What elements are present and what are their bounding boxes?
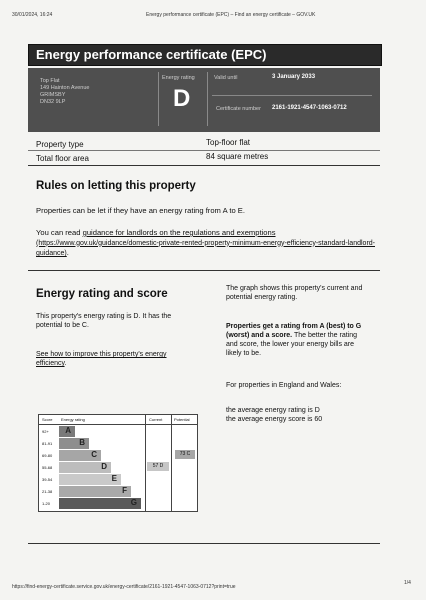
energy-rating-letter: D bbox=[173, 85, 191, 112]
band-g: G bbox=[59, 498, 141, 509]
letting-paragraph: Properties can be let if they have an energy rating from A to E. bbox=[36, 206, 245, 215]
band-range: 69-80 bbox=[42, 453, 53, 458]
band-range: 92+ bbox=[42, 429, 49, 434]
band-c: C bbox=[59, 450, 101, 461]
property-type-label: Property type bbox=[36, 140, 84, 149]
address-line: Top Flat bbox=[40, 78, 60, 84]
print-datetime: 30/01/2024, 16:24 bbox=[12, 12, 53, 18]
guidance-url-end[interactable]: guidance) bbox=[36, 250, 67, 257]
graph-potential-header: Potential bbox=[174, 417, 190, 422]
print-page-title: Energy performance certificate (EPC) – Find an energy certificate – GOV.UK bbox=[146, 12, 316, 18]
divider bbox=[212, 95, 372, 96]
current-rating-marker: 57 D bbox=[147, 462, 169, 471]
energy-rating-graph bbox=[38, 414, 198, 512]
address-line: GRIMSBY bbox=[40, 92, 66, 98]
band-range: 81-91 bbox=[42, 441, 53, 446]
band-a: A bbox=[59, 426, 75, 437]
band-range: 21-38 bbox=[42, 489, 53, 494]
address bbox=[40, 78, 89, 106]
print-url: https://find-energy-certificate.service.gov.uk/energy-certificate/2161-1921-4547-1063-0712?print=true bbox=[12, 584, 236, 590]
address-line: DN32 9LP bbox=[40, 99, 66, 105]
guidance-url[interactable]: (https://www.gov.uk/guidance/domestic-private-rented-property-minimum-energy-efficiency-standard-landlord- bbox=[36, 239, 375, 247]
valid-until-value: 3 January 2033 bbox=[272, 74, 316, 80]
energy-heading: Energy rating and score bbox=[36, 288, 168, 300]
energy-paragraph: This property's energy rating is D. It has the potential to be C. bbox=[36, 313, 172, 329]
band-f: F bbox=[59, 486, 131, 497]
band-range: 39-54 bbox=[42, 477, 53, 482]
graph-score-header: Score bbox=[42, 417, 53, 422]
potential-rating-marker: 73 C bbox=[175, 450, 195, 459]
graph-current-header: Current bbox=[149, 417, 163, 422]
guidance-link[interactable]: guidance for landlords on the regulations and exemptions bbox=[82, 228, 276, 237]
print-page-number: 1/4 bbox=[404, 580, 411, 586]
divider bbox=[28, 543, 380, 544]
improve-link[interactable]: See how to improve this property's energy bbox=[36, 351, 167, 358]
floor-area-label: Total floor area bbox=[36, 154, 89, 163]
page-title: Energy performance certificate (EPC) bbox=[36, 47, 267, 62]
band-range: 55-68 bbox=[42, 465, 53, 470]
address-line: 149 Hainton Avenue bbox=[40, 85, 90, 91]
england-wales-text: For properties in England and Wales: bbox=[226, 382, 342, 389]
graph-header-line bbox=[39, 424, 197, 425]
divider bbox=[28, 165, 380, 166]
divider bbox=[28, 150, 380, 151]
floor-area-value: 84 square metres bbox=[206, 152, 269, 161]
graph-divider bbox=[145, 415, 146, 511]
property-type-value: Top-floor flat bbox=[206, 138, 251, 147]
graph-energy-header: Energy rating bbox=[61, 417, 85, 422]
energy-rating-label: Energy rating bbox=[162, 75, 195, 81]
certificate-number-label: Certificate number bbox=[216, 106, 261, 112]
valid-until-label: Valid until bbox=[214, 75, 238, 81]
band-e: E bbox=[59, 474, 121, 485]
band-b: B bbox=[59, 438, 89, 449]
rating-explanation: Properties get a rating from A (best) to G (worst) and a score. The better the rating and score, the lower your energy bills are likely to be. bbox=[226, 323, 362, 357]
letting-heading: Rules on letting this property bbox=[36, 180, 196, 192]
average-stats: the average energy rating is D the average energy score is 60 bbox=[226, 407, 323, 423]
improve-link-end[interactable]: efficiency bbox=[36, 360, 65, 367]
divider bbox=[28, 270, 380, 271]
band-range: 1-20 bbox=[42, 501, 51, 506]
improve-link-block: See how to improve this property's energy efficiency. bbox=[36, 350, 216, 368]
letting-guidance: You can read guidance for landlords on the regulations and exemptions (https://www.gov.uk/guidance/domestic-private-rented-property-minimum-energy-efficiency-standard-landlord- guidance). bbox=[36, 228, 375, 257]
graph-divider bbox=[171, 415, 172, 511]
certificate-number-value: 2161-1921-4547-1063-0712 bbox=[272, 105, 347, 111]
graph-explanation: The graph shows this property's current and potential energy rating. bbox=[226, 285, 363, 301]
band-d: D bbox=[59, 462, 111, 473]
